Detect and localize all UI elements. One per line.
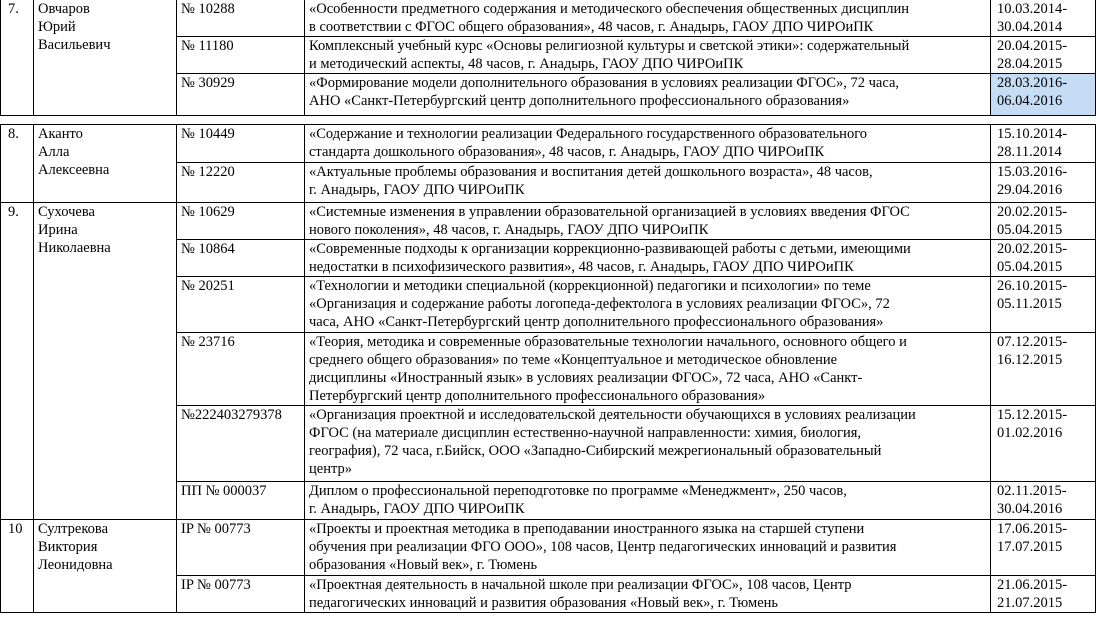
course-description-line: «Проектная деятельность в начальной школе при реализации ФГОС», 108 часов, Центр bbox=[309, 577, 852, 593]
table-row bbox=[1, 203, 1096, 240]
course-date-line: 05.04.2015 bbox=[997, 222, 1063, 238]
course-date-line: 10.03.2014- bbox=[997, 1, 1068, 17]
course-date-line: 17.07.2015 bbox=[997, 539, 1063, 555]
course-description-cell bbox=[305, 125, 991, 163]
course-dates-cell[interactable] bbox=[991, 240, 1096, 277]
course-description-line: Петербургский центр дополнительного профессионального образования» bbox=[309, 388, 766, 404]
row-number: 9. bbox=[1, 203, 34, 520]
teacher-name-cell bbox=[34, 203, 177, 520]
teacher-name-line: Васильевич bbox=[38, 37, 111, 53]
course-date-line: 20.04.2015- bbox=[997, 38, 1068, 54]
table-row bbox=[1, 520, 1096, 576]
course-description-line: нового поколения», 48 часов, г. Анадырь, ГАОУ ДПО ЧИРОиПК bbox=[309, 222, 709, 238]
course-date-line: 05.04.2015 bbox=[997, 259, 1063, 275]
teacher-name-line: Леонидовна bbox=[38, 557, 113, 573]
course-description-cell bbox=[305, 333, 991, 406]
course-description-line: педагогических инноваций и развития образования «Новый век», г. Тюмень bbox=[309, 595, 779, 611]
course-description-line: среднего общего образования» по теме «Концептуальное и методическое обновление bbox=[309, 352, 838, 368]
certificate-number: № 12220 bbox=[177, 163, 305, 203]
teacher-name-line: Алла bbox=[38, 144, 70, 160]
course-description-line: «Современные подходы к организации коррекционно-развивающей работы с детьми, имеющими bbox=[309, 241, 911, 257]
course-description-line: «Актуальные проблемы образования и воспитания детей дошкольного возраста», 48 часов, bbox=[309, 164, 873, 180]
course-date-line: 07.12.2015- bbox=[997, 334, 1068, 350]
teacher-name-line: Сухочева bbox=[38, 204, 95, 220]
course-description-line: «Особенности предметного содержания и методического обеспечения общественных дисциплин bbox=[309, 1, 909, 17]
course-date-line: 30.04.2014 bbox=[997, 19, 1063, 35]
course-description-cell bbox=[305, 576, 991, 613]
course-date-line: 16.12.2015 bbox=[997, 352, 1063, 368]
teacher-name-line: Виктория bbox=[38, 539, 98, 555]
certificate-number: № 20251 bbox=[177, 277, 305, 333]
teacher-name-line: Аканто bbox=[38, 126, 83, 142]
teacher-name-line: Султрекова bbox=[38, 521, 109, 537]
teacher-name-line: Николаевна bbox=[38, 240, 111, 256]
certificate-number: № 10864 bbox=[177, 240, 305, 277]
course-date-line: 21.06.2015- bbox=[997, 577, 1068, 593]
course-description-line: Диплом о профессиональной переподготовке по программе «Менеджмент», 250 часов, bbox=[309, 483, 847, 499]
course-dates-cell[interactable] bbox=[991, 482, 1096, 520]
course-description-line: образования «Новый век», г. Тюмень bbox=[309, 557, 538, 573]
course-description-line: центр» bbox=[309, 461, 352, 477]
course-description-line: «Технологии и методики специальной (коррекционной) педагогики и психологии» по теме bbox=[309, 278, 871, 294]
teacher-name-line: Юрий bbox=[38, 19, 76, 35]
course-date-line: 06.04.2016 bbox=[997, 93, 1063, 109]
course-dates-cell-selected[interactable] bbox=[991, 74, 1096, 116]
course-description-line: «Теория, методика и современные образовательные технологии начального, основного общего и bbox=[309, 334, 907, 350]
teacher-name-cell bbox=[34, 0, 177, 116]
staff-training-table bbox=[0, 0, 1096, 116]
course-date-line: 26.10.2015- bbox=[997, 278, 1068, 294]
table-row bbox=[1, 125, 1096, 163]
certificate-number: № 10629 bbox=[177, 203, 305, 240]
course-description-cell bbox=[305, 240, 991, 277]
course-description-line: «Проекты и проектная методика в преподавании иностранного языка на старшей ступени bbox=[309, 521, 865, 537]
certificate-number: № 23716 bbox=[177, 333, 305, 406]
certificate-number: № 11180 bbox=[177, 37, 305, 74]
course-dates-cell[interactable] bbox=[991, 333, 1096, 406]
course-dates-cell[interactable] bbox=[991, 37, 1096, 74]
course-date-line: 17.06.2015- bbox=[997, 521, 1068, 537]
course-description-line: стандарта дошкольного образования», 48 часов, г. Анадырь, ГАОУ ДПО ЧИРОиПК bbox=[309, 144, 825, 160]
course-description-line: ФГОС (на материале дисциплин естественно-научной направленности: химия, биология, bbox=[309, 425, 862, 441]
course-description-cell bbox=[305, 0, 991, 37]
course-description-line: «Организация и содержание работы логопеда-дефектолога в условиях реализации ФГОС», 72 bbox=[309, 296, 890, 312]
course-dates-cell[interactable] bbox=[991, 277, 1096, 333]
course-date-line: 30.04.2016 bbox=[997, 501, 1063, 517]
course-description-cell bbox=[305, 74, 991, 116]
course-description-line: «Содержание и технологии реализации Федерального государственного образовательного bbox=[309, 126, 868, 142]
course-date-line: 28.04.2015 bbox=[997, 56, 1063, 72]
course-date-line: 15.12.2015- bbox=[997, 407, 1068, 423]
course-date-line: 28.11.2014 bbox=[997, 144, 1062, 160]
certificate-number: ПП № 000037 bbox=[177, 482, 305, 520]
course-date-line: 15.10.2014- bbox=[997, 126, 1068, 142]
course-dates-cell[interactable] bbox=[991, 203, 1096, 240]
certificate-number: IP № 00773 bbox=[177, 576, 305, 613]
course-dates-cell[interactable] bbox=[991, 520, 1096, 576]
course-date-line: 01.02.2016 bbox=[997, 425, 1063, 441]
course-dates-cell[interactable] bbox=[991, 125, 1096, 163]
teacher-name-cell bbox=[34, 125, 177, 203]
course-description-line: Комплексный учебный курс «Основы религиозной культуры и светской этики»: содержательный bbox=[309, 38, 910, 54]
course-description-line: дисциплины «Иностранный язык» в условиях реализации ФГОС», 72 часа, АНО «Санкт- bbox=[309, 370, 863, 386]
course-date-line: 29.04.2016 bbox=[997, 182, 1063, 198]
course-date-line: 15.03.2016- bbox=[997, 164, 1068, 180]
course-dates-cell[interactable] bbox=[991, 406, 1096, 482]
course-description-cell bbox=[305, 520, 991, 576]
staff-training-table bbox=[0, 124, 1096, 613]
teacher-name-line: Ирина bbox=[38, 222, 78, 238]
course-description-line: АНО «Санкт-Петербургский центр дополнительного профессионального образования» bbox=[309, 93, 850, 109]
course-date-line: 28.03.2016- bbox=[997, 75, 1068, 91]
course-description-line: «Формирование модели дополнительного образования в условиях реализации ФГОС», 72 часа, bbox=[309, 75, 900, 91]
course-description-line: география), 72 часа, г.Бийск, ООО «Западно-Сибирский межрегиональный образовательный bbox=[309, 443, 882, 459]
teacher-name-line: Овчаров bbox=[38, 1, 90, 17]
course-description-cell bbox=[305, 203, 991, 240]
course-description-line: и методический аспекты, 48 часов, г. Анадырь, ГАОУ ДПО ЧИРОиПК bbox=[309, 56, 744, 72]
certificate-number: № 10288 bbox=[177, 0, 305, 37]
teacher-name-line: Алексеевна bbox=[38, 162, 110, 178]
course-dates-cell[interactable] bbox=[991, 0, 1096, 37]
course-dates-cell[interactable] bbox=[991, 576, 1096, 613]
course-description-line: «Системные изменения в управлении образовательной организацией в условиях введения ФГОС bbox=[309, 204, 910, 220]
course-description-cell bbox=[305, 37, 991, 74]
certificate-number: № 30929 bbox=[177, 74, 305, 116]
row-number: 10 bbox=[1, 520, 34, 613]
course-date-line: 02.11.2015- bbox=[997, 483, 1067, 499]
certificate-number: № 10449 bbox=[177, 125, 305, 163]
certificate-number: №222403279378 bbox=[177, 406, 305, 482]
course-dates-cell[interactable] bbox=[991, 163, 1096, 203]
table-row bbox=[1, 0, 1096, 37]
course-date-line: 20.02.2015- bbox=[997, 241, 1068, 257]
row-number: 7. bbox=[1, 0, 34, 116]
course-description-line: г. Анадырь, ГАОУ ДПО ЧИРОиПК bbox=[309, 182, 525, 198]
course-description-cell bbox=[305, 482, 991, 520]
course-description-cell bbox=[305, 163, 991, 203]
course-description-line: г. Анадырь, ГАОУ ДПО ЧИРОиПК bbox=[309, 501, 525, 517]
course-description-line: обучения при реализации ФГО ООО», 108 часов, Центр педагогических инноваций и развития bbox=[309, 539, 897, 555]
course-date-line: 05.11.2015 bbox=[997, 296, 1062, 312]
course-date-line: 20.02.2015- bbox=[997, 204, 1068, 220]
course-description-line: недостатки в психофизического развития», 48 часов, г. Анадырь, ГАОУ ДПО ЧИРОиПК bbox=[309, 259, 854, 275]
row-number: 8. bbox=[1, 125, 34, 203]
teacher-name-cell bbox=[34, 520, 177, 613]
course-description-cell bbox=[305, 406, 991, 482]
certificate-number: IP № 00773 bbox=[177, 520, 305, 576]
course-description-line: часа, АНО «Санкт-Петербургский центр дополнительного профессионального образования» bbox=[309, 314, 884, 330]
course-date-line: 21.07.2015 bbox=[997, 595, 1063, 611]
course-description-line: «Организация проектной и исследовательской деятельности обучающихся в условиях реализации bbox=[309, 407, 916, 423]
course-description-cell bbox=[305, 277, 991, 333]
course-description-line: в соответствии с ФГОС общего образования», 48 часов, г. Анадырь, ГАОУ ДПО ЧИРОиПК bbox=[309, 19, 874, 35]
